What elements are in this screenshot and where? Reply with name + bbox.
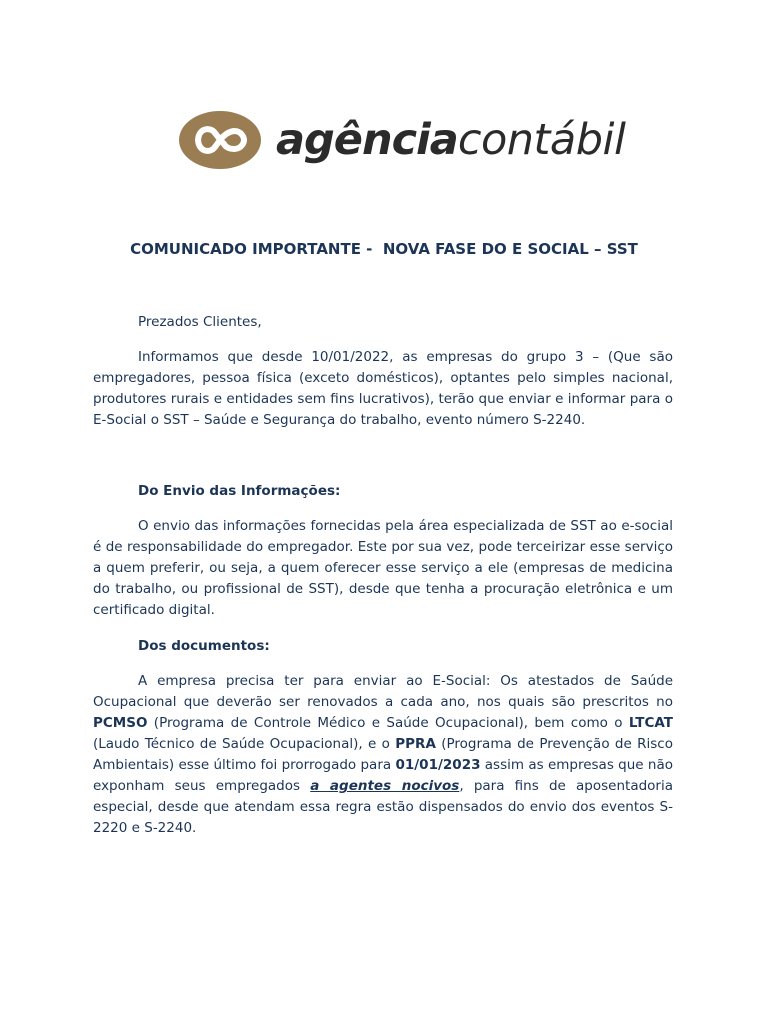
text-segment: (Laudo Técnico de Saúde Ocupacional), e o bbox=[93, 736, 396, 752]
ppra-term: PPRA bbox=[395, 736, 436, 752]
agentes-nocivos-link[interactable]: a agentes nocivos bbox=[310, 778, 460, 794]
greeting: Prezados Clientes, bbox=[138, 314, 262, 330]
brand-name-light: contábil bbox=[457, 114, 626, 165]
page-title: COMUNICADO IMPORTANTE - NOVA FASE DO E SOCIAL – SST bbox=[130, 240, 638, 258]
section-envio-paragraph: O envio das informações fornecidas pela área especializada de SST ao e-social é de responsabilidade do empregador. Este por sua vez, pode terceirizar esse serviço a quem preferir, ou seja, a quem oferecer esse serviço a ele (empresas de medicina do trabalho, ou profissional de SST), desde que tenha a procuração eletrônica e um certificado digital. bbox=[93, 518, 673, 618]
text-segment: assim as empresas que não exponham seus empregados bbox=[93, 757, 673, 794]
intro-paragraph: Informamos que desde 10/01/2022, as empresas do grupo 3 – (Que são empregadores, pessoa física (exceto domésticos), optantes pelo simples nacional, produtores rurais e entidades sem fins lucrativos), terão que enviar e informar para o E-Social o SST – Saúde e Segurança do trabalho, evento número S-2240. bbox=[93, 349, 673, 428]
section-heading-documentos: Dos documentos: bbox=[138, 638, 270, 654]
section-documentos-paragraph bbox=[93, 671, 673, 839]
document-body bbox=[93, 312, 673, 839]
text-segment: (Programa de Prevenção de Risco Ambientais) esse último foi prorrogado para bbox=[93, 736, 673, 773]
text-segment: , para fins de aposentadoria especial, desde que atendam essa regra estão dispensados do envio dos eventos S-2220 e S-2240. bbox=[93, 778, 673, 836]
section-heading-envio: Do Envio das Informações: bbox=[138, 483, 341, 499]
brand-name-bold: agência bbox=[276, 114, 458, 165]
text-segment: (Programa de Controle Médico e Saúde Ocupacional), bem como o bbox=[147, 715, 629, 731]
infinity-cc-emblem-icon bbox=[178, 110, 262, 170]
deadline-date: 01/01/2023 bbox=[395, 757, 481, 773]
brand-name bbox=[276, 114, 626, 165]
pcmso-term: PCMSO bbox=[93, 715, 148, 731]
ltcat-term: LTCAT bbox=[628, 715, 673, 731]
text-segment: A empresa precisa ter para enviar ao E-Social: Os atestados de Saúde Ocupacional que deverão ser renovados a cada ano, nos quais são prescritos no bbox=[93, 673, 673, 710]
company-logo bbox=[178, 106, 625, 174]
